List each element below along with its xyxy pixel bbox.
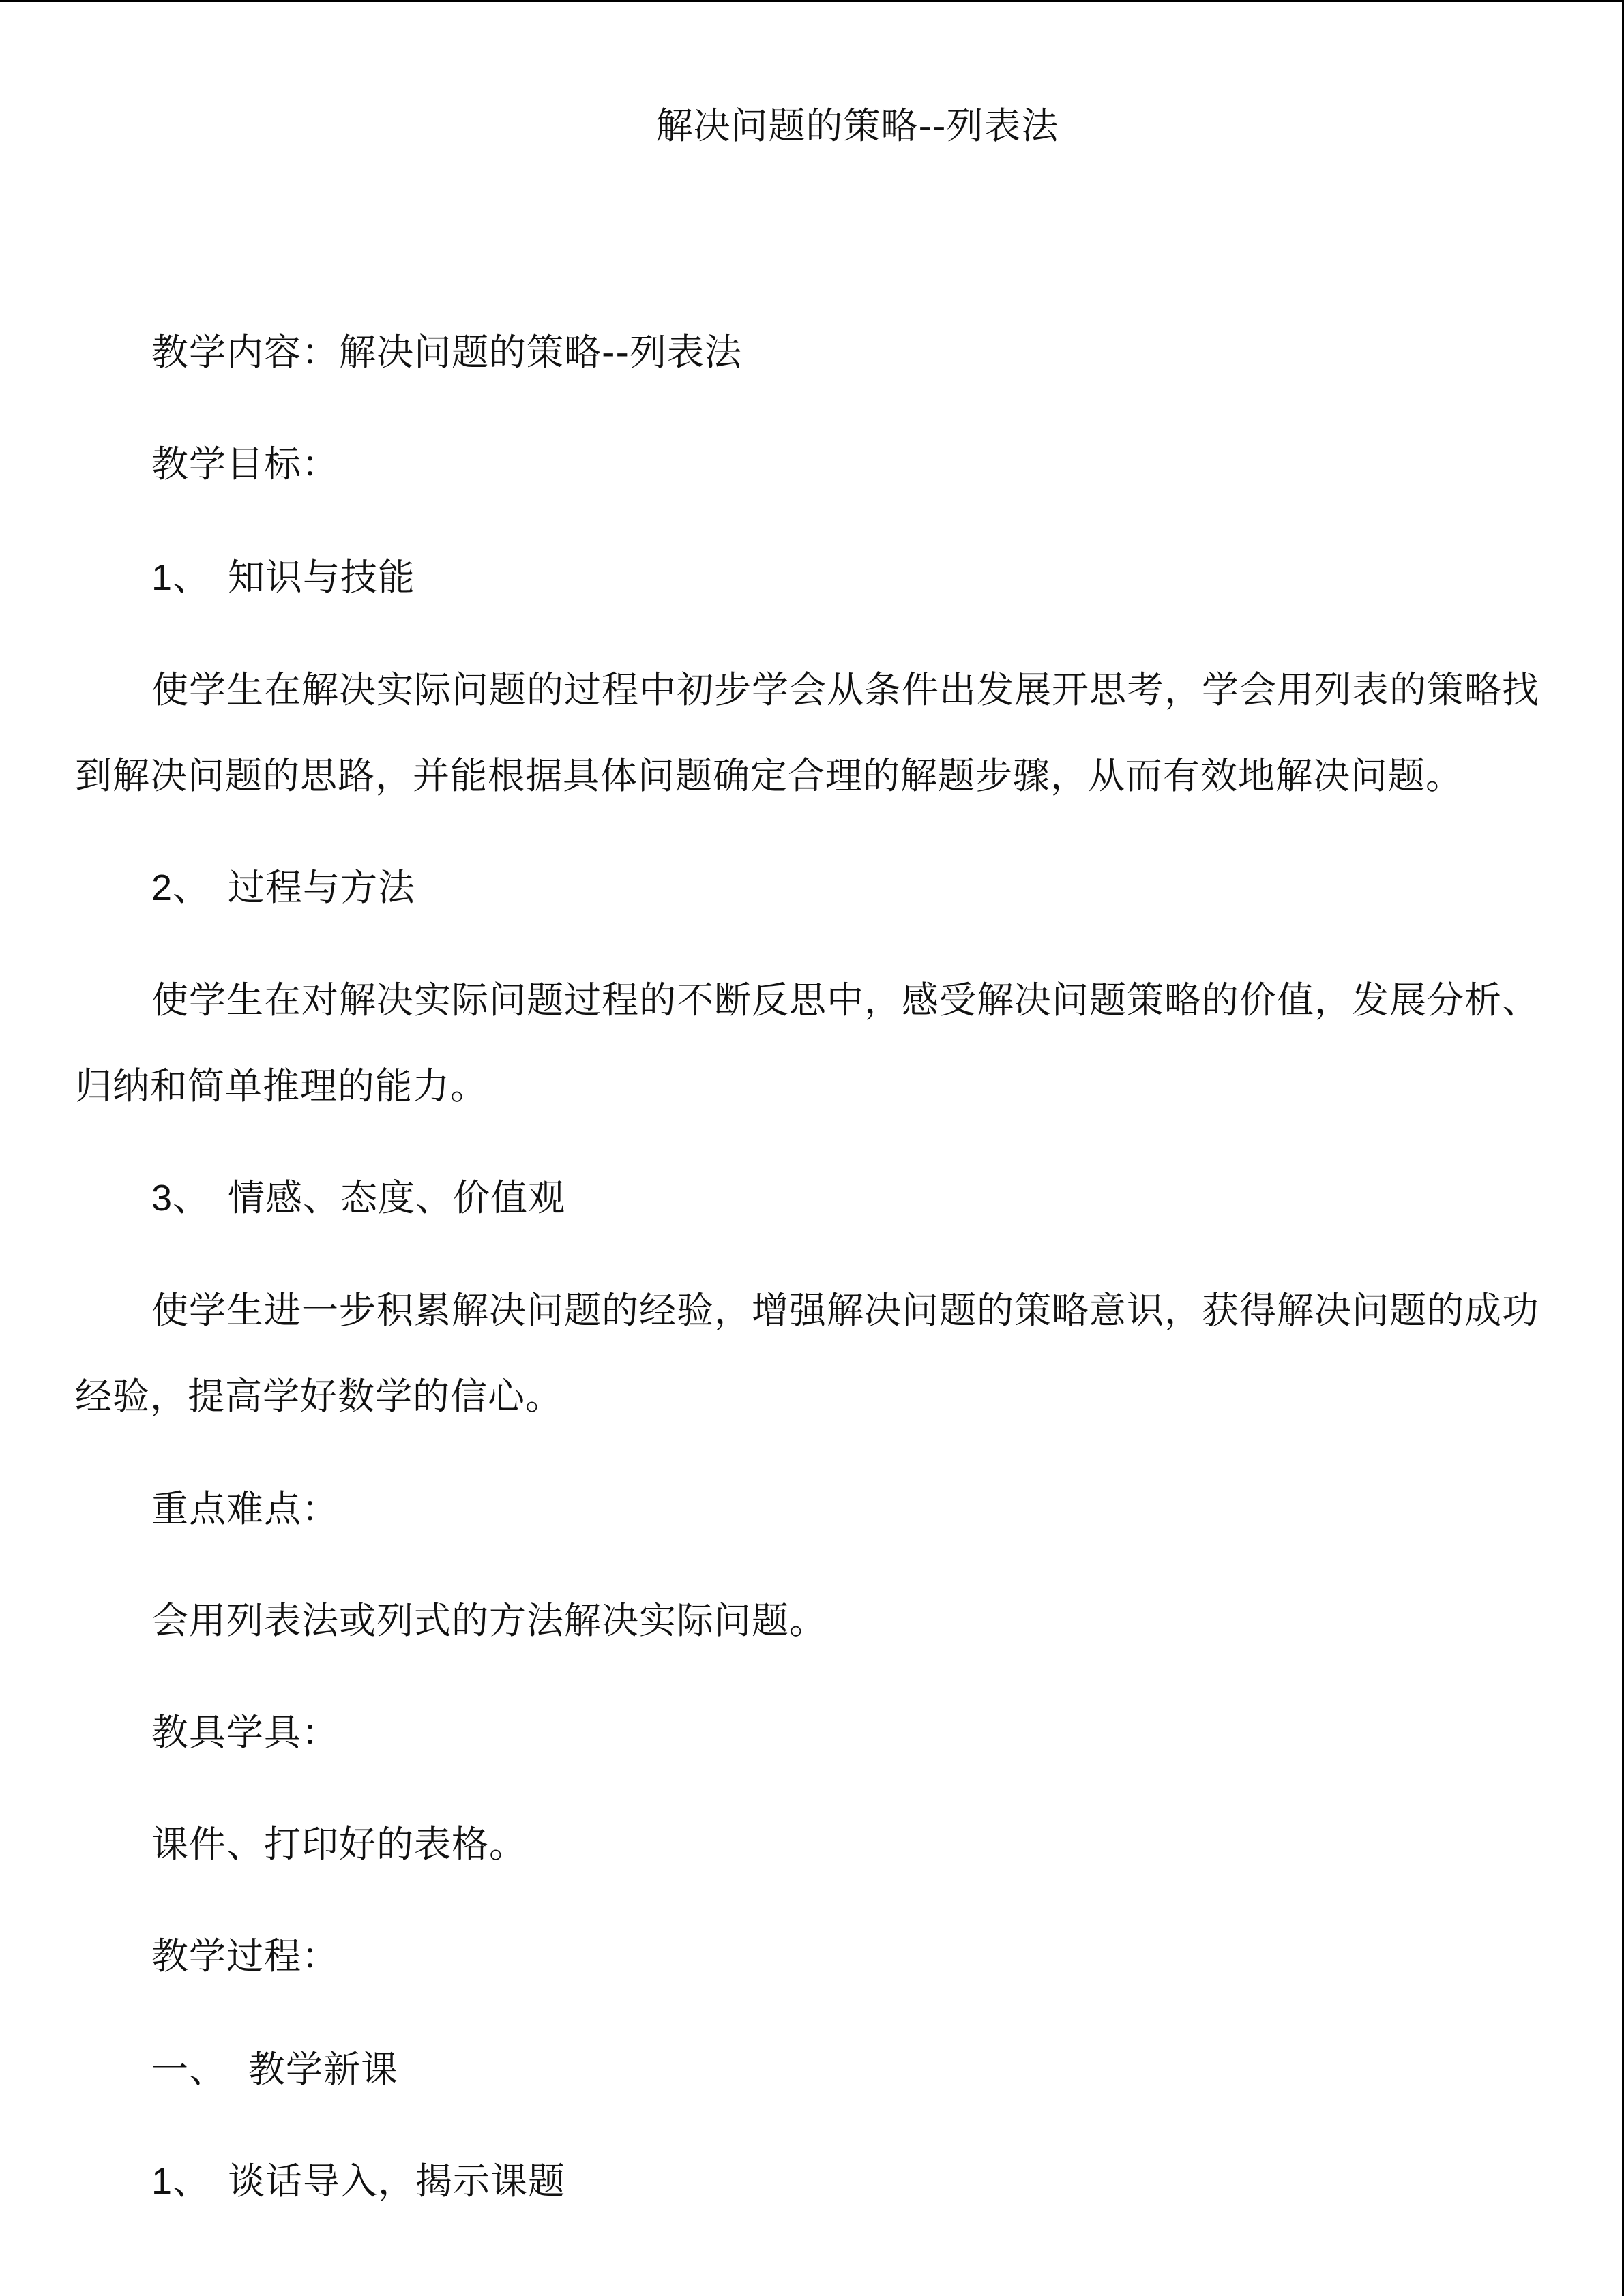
objective-2-number: 2、 [151, 867, 211, 908]
objective-2-heading [151, 866, 415, 910]
objective-3-number: 3、 [151, 1178, 211, 1219]
section-1-number: 一、 [151, 2048, 226, 2091]
objective-2-body-line2: 归纳和简单推理的能力。 [75, 1064, 488, 1107]
step-1-title: 谈话导入，揭示课题 [228, 2160, 565, 2203]
teaching-aids-heading: 教具学具： [151, 1711, 339, 1754]
key-points-heading: 重点难点： [151, 1487, 339, 1530]
objective-1-heading [151, 556, 415, 599]
objective-3-body-line1: 使学生进一步积累解决问题的经验，增强解决问题的策略意识，获得解决问题的成功 [151, 1289, 1539, 1332]
objective-3-heading [151, 1176, 565, 1220]
objective-1-body-line2: 到解决问题的思路，并能根据具体问题确定合理的解题步骤，从而有效地解决问题。 [75, 754, 1463, 797]
teaching-process-heading: 教学过程： [151, 1935, 339, 1978]
step-1-heading [151, 2160, 565, 2203]
objective-3-title: 情感、态度、价值观 [228, 1176, 565, 1219]
objective-1-title: 知识与技能 [228, 556, 415, 599]
objective-3-body-line2: 经验，提高学好数学的信心。 [75, 1375, 563, 1418]
objective-2-body-line1: 使学生在对解决实际问题过程的不断反思中，感受解决问题策略的价值，发展分析、 [151, 979, 1539, 1022]
objectives-heading: 教学目标： [151, 443, 339, 486]
objective-1-number: 1、 [151, 557, 211, 598]
step-1-number: 1、 [151, 2161, 211, 2202]
document-title: 解决问题的策略--列表法 [655, 104, 1059, 147]
key-points-text: 会用列表法或列式的方法解决实际问题。 [151, 1599, 827, 1642]
section-1-heading [151, 2048, 398, 2091]
section-1-title: 教学新课 [248, 2048, 398, 2091]
objective-2-title: 过程与方法 [228, 866, 415, 909]
teaching-content-line: 教学内容：解决问题的策略--列表法 [151, 331, 742, 374]
objective-1-body-line1: 使学生在解决实际问题的过程中初步学会从条件出发展开思考，学会用列表的策略找 [151, 668, 1539, 711]
teaching-aids-text: 课件、打印好的表格。 [151, 1823, 527, 1866]
